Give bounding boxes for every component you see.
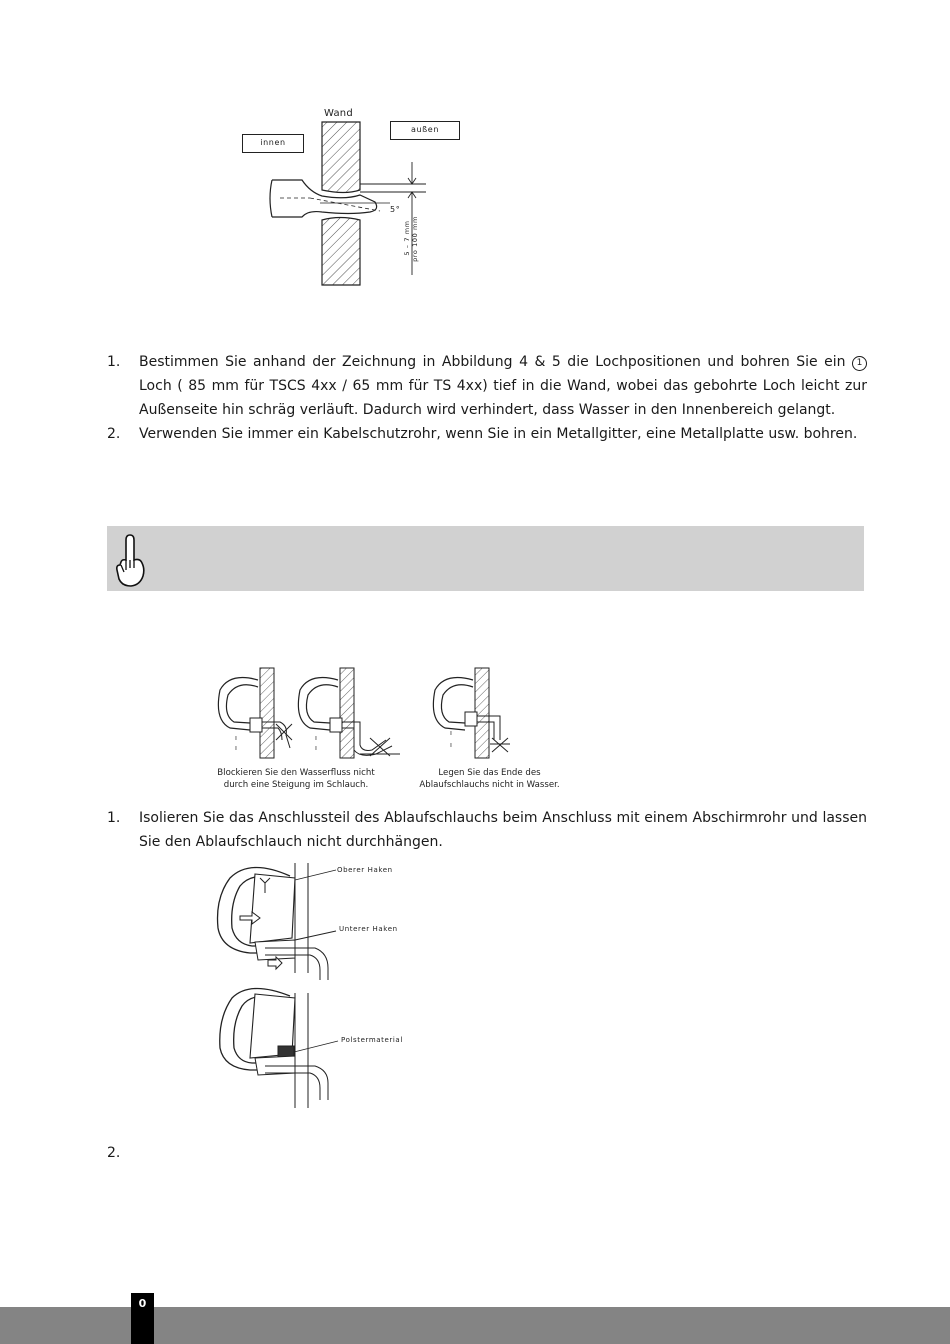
page-number: 0: [138, 1297, 147, 1310]
pointing-hand-icon: [113, 532, 147, 588]
drain-hose-diagram: [210, 660, 570, 765]
indoor-unit-mounting-diagram: [210, 858, 410, 1113]
outside-label: außen: [410, 125, 439, 134]
upper-hook-label: Oberer Haken: [337, 866, 393, 874]
slope-label-2: pro 100 mm: [411, 216, 419, 262]
caption-left: Blockieren Sie den Wasserfluss nicht durch eine Steigung im Schlauch.: [217, 768, 375, 790]
wall-label: Wand: [324, 108, 353, 119]
svg-text:ı: ı: [235, 734, 237, 742]
svg-text:ı: ı: [450, 729, 452, 737]
svg-text:ı: ı: [450, 741, 452, 749]
list-text: [139, 1141, 867, 1165]
inside-label-box: [242, 134, 304, 153]
drilling-instructions-list: [107, 350, 867, 446]
list-number: 2.: [107, 426, 121, 442]
slope-label-1: 5 – 7 mm: [403, 220, 411, 256]
svg-text:ı: ı: [235, 744, 237, 752]
lower-hook-label: Unterer Haken: [339, 925, 398, 933]
drain-hose-instructions-list: [107, 806, 867, 854]
padding-material-label: Polstermaterial: [341, 1036, 403, 1044]
svg-text:ı: ı: [315, 744, 317, 752]
list-item: [107, 422, 867, 446]
drain-hose-instructions-list-2: [107, 1141, 867, 1165]
angle-label: 5°: [390, 205, 401, 214]
list-text: Isolieren Sie das Anschlussteil des Ablaufschlauchs beim Anschluss mit einem Abschirmrohr und lassen Sie den Ablaufschlauch nicht durchhängen.: [139, 810, 867, 850]
inside-label: innen: [260, 138, 286, 147]
list-item: [107, 1141, 867, 1165]
list-number: 1.: [107, 810, 121, 826]
circled-number: 1: [852, 356, 867, 371]
caption-right: Legen Sie das Ende des Ablaufschlauchs nicht in Wasser.: [419, 768, 560, 790]
list-item: [107, 350, 867, 422]
outside-label-box: [390, 121, 460, 140]
list-text: Bestimmen Sie anhand der Zeichnung in Abbildung 4 & 5 die Lochpositionen und bohren Sie ein 1 Loch ( 85 mm für TSCS 4xx / 65 mm für TS 4xx) tief in die Wand, wobei das gebohrte Loch leicht zur Außenseite hin schräg verläuft. Dadurch wird verhindert, dass Wasser in den Innenbereich gelangt.: [139, 354, 867, 418]
list-item: [107, 806, 867, 854]
list-text: Verwenden Sie immer ein Kabelschutzrohr, wenn Sie in ein Metallgitter, eine Metallplatte usw. bohren.: [139, 426, 858, 442]
list-number: 2.: [107, 1145, 121, 1161]
svg-text:ı: ı: [315, 734, 317, 742]
note-box: [107, 526, 864, 591]
list-number: 1.: [107, 354, 121, 370]
page-number-tab: [131, 1293, 154, 1344]
